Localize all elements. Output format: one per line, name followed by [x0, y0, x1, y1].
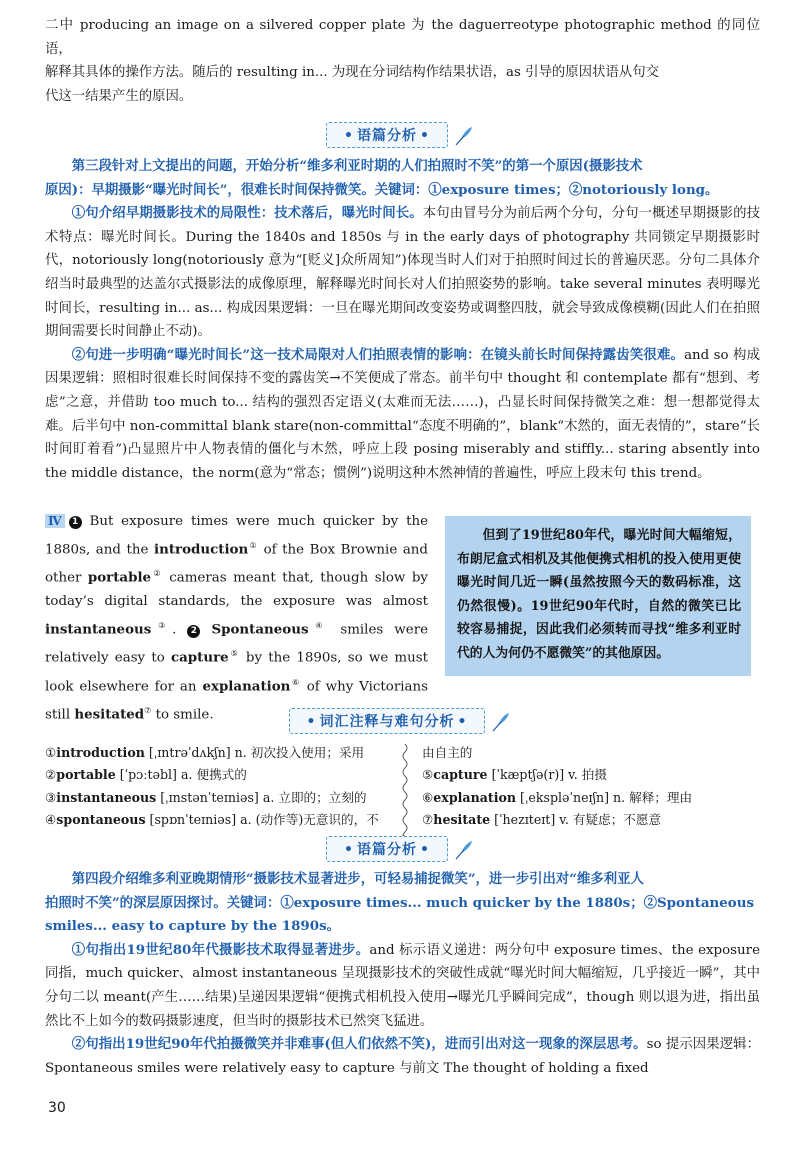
- vocab-entry: ①introduction [ˌɪntrəˈdʌkʃn] n. 初次投入使用；采用: [45, 745, 365, 760]
- intro-line: 二中 producing an image on a silvered copper plate 为 the daguerreotype photographic method 的同位语，: [45, 18, 760, 57]
- summary-line: 原因)：早期摄影“曝光时间长”，很难长时间保持微笑。关键词：①exposure times；②notoriously long。: [45, 181, 719, 198]
- para4-analysis: [45, 868, 760, 1080]
- passage-text: of the Box Brownie and other: [45, 542, 428, 586]
- section-heading-vocab: [0, 705, 800, 734]
- intro-line: 解释其具体的操作方法。随后的 resulting in... 为现在分词结构作结果状语，as 引导的原因状语从句交: [45, 65, 659, 81]
- vocab-entry: ⑦hesitate [ˈhezɪteɪt] v. 有疑虑；不愿意: [422, 812, 662, 828]
- summary-line: 第三段针对上文提出的问题，开始分析“维多利亚时期的人们拍照时不笑”的第一个原因(摄影技术: [71, 158, 643, 174]
- vocab-word: explanation: [202, 678, 291, 695]
- summary-line: smiles... easy to capture by the 1890s。: [45, 918, 340, 935]
- wavy-divider: [400, 744, 410, 836]
- para3-sentence1: [45, 202, 760, 344]
- passage-text: smiles were relatively easy to: [45, 622, 429, 666]
- para4-sentence2: [45, 1033, 760, 1080]
- vocab-entry: ⑤capture [ˈkæptʃə(r)] v. 拍摄: [422, 767, 607, 783]
- vocab-entry: ⑥explanation [ˌekspləˈneɪʃn] n. 解释；理由: [422, 789, 693, 805]
- footnote-marker: ③: [151, 621, 173, 631]
- translation-box: 但到了19世纪80年代，曝光时间大幅缩短，布朗尼盒式相机及其他便携式相机的投入使用更使曝光时间几近一瞬(虽然按照今天的数码标准，这仍然很慢)。19世纪90年代时，自然的微笑已比较容易捕捉，因此我们必须转而寻找“维多利亚时代的人为何仍不愿微笑”的其他原因。: [445, 516, 751, 676]
- heading-label: • 语篇分析 •: [326, 122, 448, 148]
- sentence-head: ①句指出19世纪80年代摄影技术取得显著进步。: [71, 941, 370, 958]
- passage-text: by the 1890s, so we must look elsewhere for an: [45, 650, 429, 695]
- sentence-head: ②句指出19世纪90年代拍摄微笑并非难事(但人们依然不笑)，进而引出对这一现象的深层思考。: [71, 1036, 647, 1053]
- heading-label: • 词汇注释与难句分析 •: [289, 708, 486, 734]
- para3-analysis: [45, 155, 760, 485]
- footnote-marker: ②: [151, 569, 163, 579]
- footnote-marker: ①: [248, 540, 258, 550]
- passage-text: cameras meant that, though slow by today’s digital standards, the exposure was almost: [45, 570, 429, 610]
- sentence-body: and 标示语义递进：两分句中 exposure times、the exposure 同指，much quicker、almost instantaneous 呈现摄影技术的突破性成就“曝光时间大幅缩短，几乎接近一瞬”，其中分句二以 meant(产生……结果)呈递因果逻辑“便携式相机投入使用→曝光几乎瞬间完成”，though 则以退为进，指出虽然比不上如今的数码摄影速度，但当时的摄影技术已然突飞猛进。: [45, 942, 761, 1029]
- heading-label: • 语篇分析 •: [326, 836, 448, 862]
- quill-pen-icon: [489, 711, 511, 733]
- vocab-word: instantaneous: [45, 621, 152, 638]
- sentence-number: 1: [69, 516, 82, 529]
- source-passage: [45, 510, 428, 727]
- vocab-word: hesitated: [74, 706, 145, 723]
- paragraph-number: Ⅳ: [45, 514, 65, 528]
- vocab-word: Spontaneous: [211, 621, 309, 638]
- intro-paragraph: [45, 14, 760, 108]
- vocab-entry: ②portable [ˈpɔːtəbl] a. 便携式的: [45, 767, 247, 783]
- passage-text: But exposure times were much quicker by the 1880s, and the: [45, 514, 428, 558]
- vocab-word: introduction: [154, 541, 249, 558]
- section-heading-discourse-2: [0, 836, 800, 862]
- para3-sentence2: [45, 344, 760, 486]
- sentence-head: ②句进一步明确“曝光时间长”这一技术局限对人们拍照表情的影响：在镜头前长时间保持露齿笑很难。: [71, 346, 685, 363]
- passage-text: .: [172, 622, 188, 638]
- page-number: 30: [48, 1100, 66, 1116]
- sentence-body: 本句由冒号分为前后两个分句，分句一概述早期摄影的技术特点：曝光时间长。During the 1840s and 1850s 与 in the early days of photography 共同锁定早期摄影时代，notoriously long(notoriously 意为“[贬义]众所周知”)体现当时人们对于拍照时间过长的普遍厌恶。分句二具体介绍当时最典型的达盖尔式摄影法的成像原理，解释曝光时间长对人们拍照姿势的影响。take several minutes 表明曝光时间长，resulting in... as... 构成因果逻辑：一旦在曝光期间改变姿势或调整四肢，就会导致成像模糊(因此人们在拍照期间需要长时间静止不动)。: [45, 206, 761, 340]
- summary-line: 第四段介绍维多利亚晚期情形“摄影技术显著进步，可轻易捕捉微笑”，进一步引出对“维多利亚人: [71, 871, 644, 887]
- sentence-body: so 提示因果逻辑：Spontaneous smiles were relatively easy to capture 与前文 The thought of holding a fixed: [45, 1037, 760, 1076]
- vocab-entry: ③instantaneous [ˌɪnstənˈteɪniəs] a. 立即的；立刻的: [45, 789, 367, 805]
- quill-pen-icon: [452, 839, 474, 861]
- intro-line: 代这一结果产生的原因。: [45, 88, 193, 104]
- sentence-number: 2: [187, 625, 200, 638]
- para3-summary: [45, 155, 760, 179]
- para4-sentence1: [45, 939, 760, 1033]
- vocab-word: portable: [87, 569, 152, 586]
- vocab-entry: ④spontaneous [spɒnˈteɪniəs] a. (动作等)无意识的，不: [45, 812, 379, 828]
- summary-line: 拍照时不笑”的深层原因探讨。关键词：①exposure times... much quicker by the 1880s；②Spontaneous: [45, 894, 755, 911]
- footnote-marker: ⑦: [144, 705, 152, 715]
- vocab-list-left: [45, 742, 395, 832]
- vocab-entry: 由自主的: [422, 745, 473, 760]
- sentence-head: ①句介绍早期摄影技术的局限性：技术落后，曝光时间长。: [71, 205, 423, 222]
- sentence-body: and so 构成因果逻辑：照相时很难长时间保持不变的露齿笑→不笑便成了常态。前半句中 thought 和 contemplate 都有“想到、考虑”之意，并借助 too much to... 结构的强烈否定语义(太难而无法……)，凸显长时间保持微笑之难：想一想都觉得太难。后半句中 non-committal blank stare(non-committal“态度不明确的”，blank“木然的，面无表情的”，stare“长时间盯着看”)凸显照片中人物表情的僵化与木然，呼应上段 posing miserably and stiffly... staring absently into the middle distance，the norm(意为“常态；惯例”)说明这种木然神情的普遍性，呼应上段末句 this trend。: [45, 347, 760, 481]
- footnote-marker: ④: [308, 621, 330, 631]
- section-heading-discourse-1: [0, 122, 800, 148]
- passage-text: of why Victorians still: [45, 679, 429, 723]
- vocab-list-right: [422, 742, 762, 832]
- quill-pen-icon: [452, 125, 474, 147]
- vocab-word: capture: [170, 649, 229, 666]
- footnote-marker: ⑥: [290, 677, 301, 687]
- passage-text: to smile.: [151, 707, 214, 723]
- footnote-marker: ⑤: [228, 649, 240, 659]
